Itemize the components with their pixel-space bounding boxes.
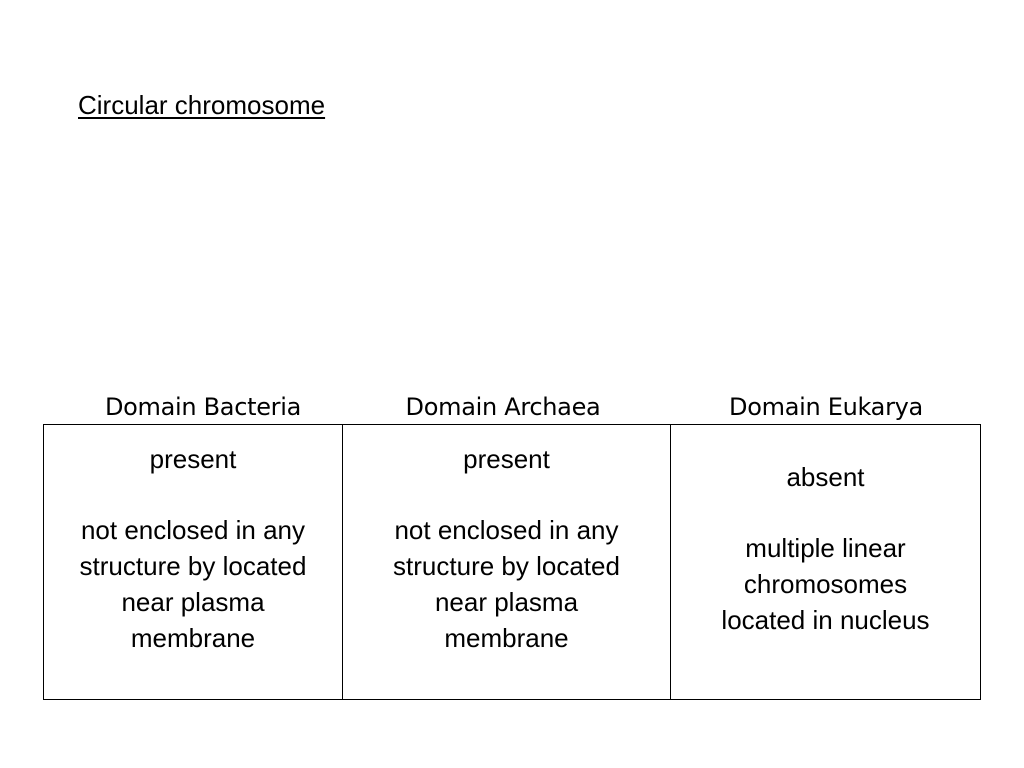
detail-text-eukarya: multiple linear chromosomes located in nucleus <box>721 533 930 635</box>
column-header-bacteria: Domain Bacteria <box>104 393 302 421</box>
column-header-eukarya: Domain Eukarya <box>729 393 923 421</box>
presence-value-eukarya: absent <box>786 462 865 492</box>
page-title: Circular chromosome <box>78 90 326 120</box>
table-cell-archaea <box>343 425 671 699</box>
table-cell-bacteria <box>44 425 343 699</box>
domain-comparison-table <box>43 424 981 700</box>
detail-text-bacteria: not enclosed in any structure by located near plasma membrane <box>79 515 307 653</box>
presence-value-archaea: present <box>463 444 550 474</box>
column-header-archaea: Domain Archaea <box>405 393 601 421</box>
detail-text-archaea: not enclosed in any structure by located near plasma membrane <box>393 515 620 653</box>
table-cell-eukarya <box>671 425 980 699</box>
presence-value-bacteria: present <box>149 444 237 474</box>
